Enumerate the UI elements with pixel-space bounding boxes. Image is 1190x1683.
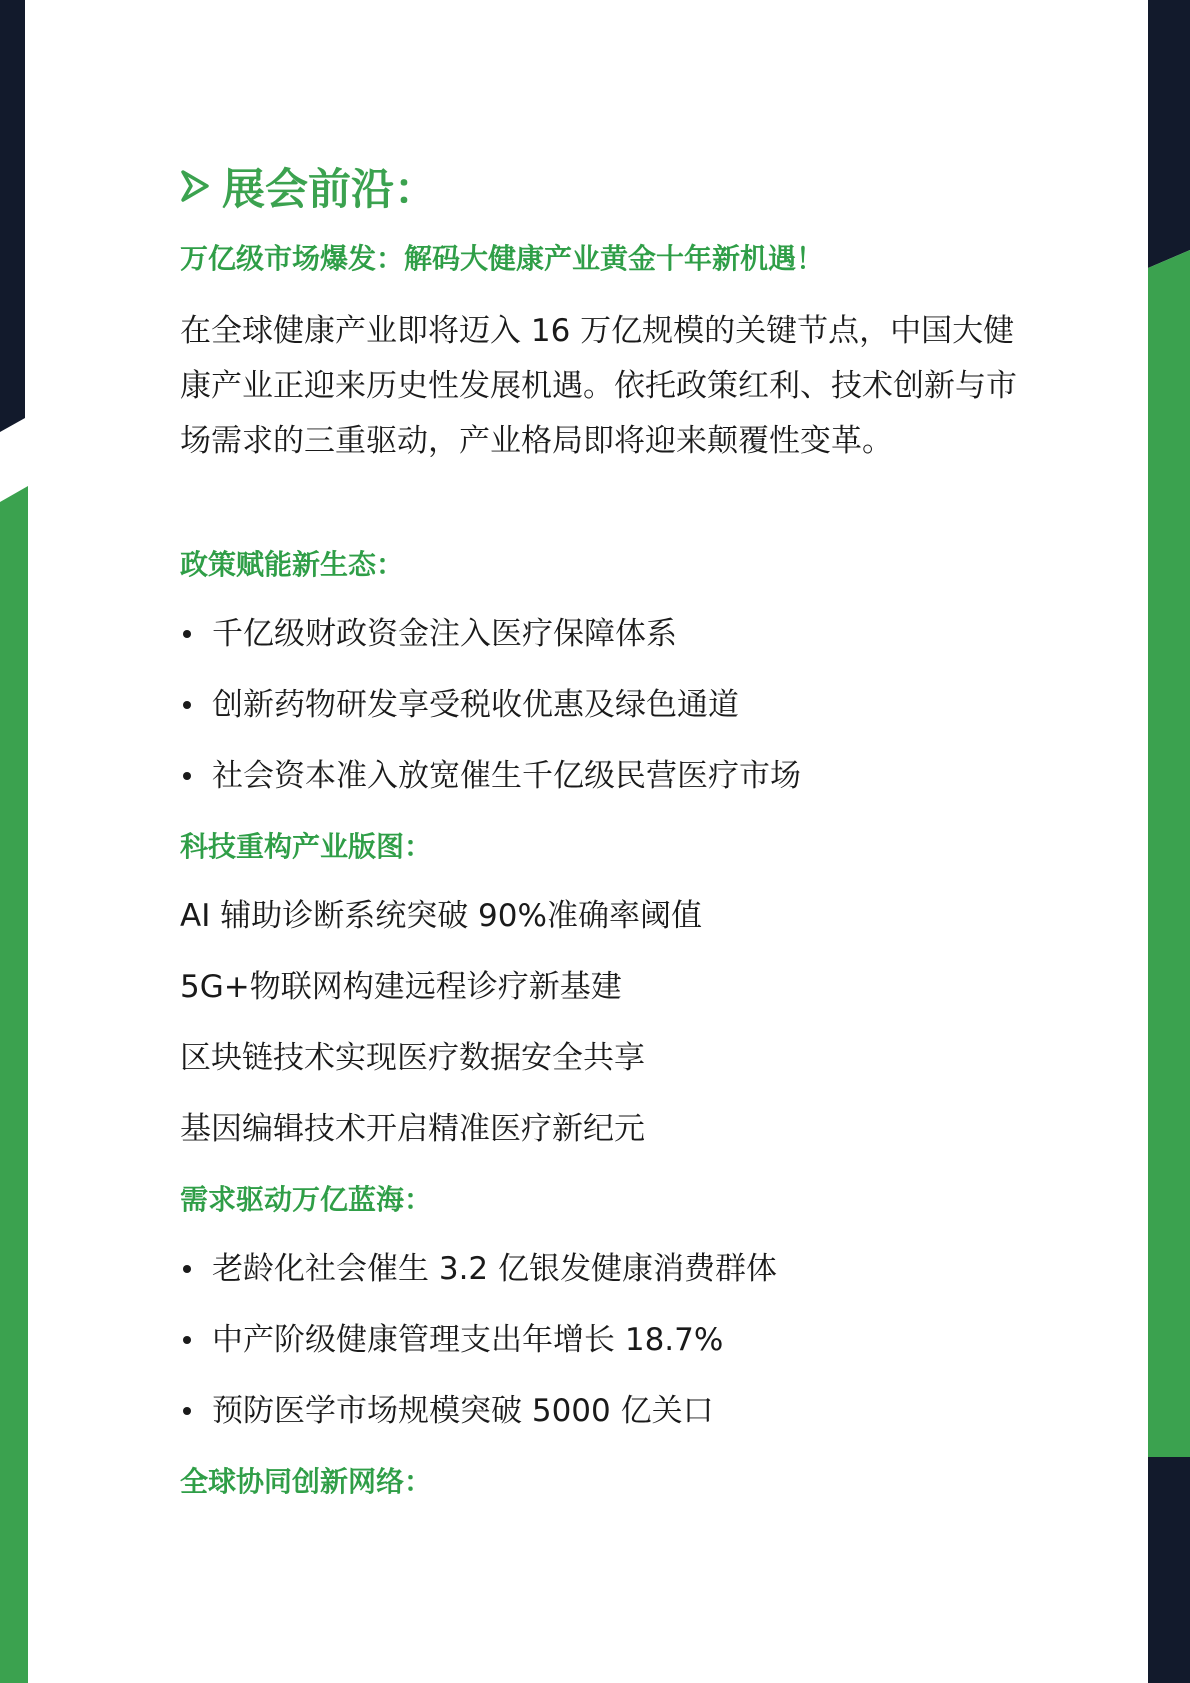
bullet-icon xyxy=(183,1407,191,1415)
list-item xyxy=(180,754,801,798)
global-heading: 全球协同创新网络： xyxy=(180,1465,433,1498)
policy-heading: 政策赋能新生态： xyxy=(180,548,405,581)
tech-line: 区块链技术实现医疗数据安全共享 xyxy=(180,1040,645,1076)
list-item-text: 预防医学市场规模突破 5000 亿关口 xyxy=(212,1393,714,1429)
bullet-icon xyxy=(183,630,191,638)
tech-line: 基因编辑技术开启精准医疗新纪元 xyxy=(180,1111,645,1147)
tech-line: 5G+物联网构建远程诊疗新基建 xyxy=(180,969,622,1005)
tech-line: AI 辅助诊断系统突破 90%准确率阈值 xyxy=(180,898,702,934)
bullet-icon xyxy=(183,1265,191,1273)
list-item xyxy=(180,1318,723,1362)
list-item-text: 老龄化社会催生 3.2 亿银发健康消费群体 xyxy=(212,1251,778,1287)
list-item-text: 社会资本准入放宽催生千亿级民营医疗市场 xyxy=(212,758,801,794)
tech-heading: 科技重构产业版图： xyxy=(180,830,433,863)
section-heading xyxy=(180,158,437,214)
bullet-icon xyxy=(183,1336,191,1344)
bullet-icon xyxy=(183,772,191,780)
demand-heading: 需求驱动万亿蓝海： xyxy=(180,1183,433,1216)
right-green-stripe xyxy=(1148,250,1190,1457)
list-item xyxy=(180,683,739,727)
list-item xyxy=(180,612,677,656)
intro-paragraph: 在全球健康产业即将迈入 16 万亿规模的关键节点，中国大健康产业正迎来历史性发展机遇。依托政策红利、技术创新与市场需求的三重驱动，产业格局即将迎来颠覆性变革。 xyxy=(180,313,1017,459)
headline: 万亿级市场爆发：解码大健康产业黄金十年新机遇！ xyxy=(180,242,825,275)
list-item xyxy=(180,1247,777,1291)
bullet-icon xyxy=(183,701,191,709)
arrow-right-outline-icon xyxy=(180,168,210,204)
list-item-text: 创新药物研发享受税收优惠及绿色通道 xyxy=(212,687,739,723)
list-item-text: 千亿级财政资金注入医疗保障体系 xyxy=(212,616,677,652)
right-navy-stripe-top xyxy=(1148,0,1190,268)
section-title: 展会前沿： xyxy=(222,164,437,215)
left-navy-stripe xyxy=(0,0,25,432)
right-navy-stripe-bottom xyxy=(1148,1457,1190,1683)
left-green-stripe xyxy=(0,486,28,1683)
list-item-text: 中产阶级健康管理支出年增长 18.7% xyxy=(212,1322,724,1358)
list-item xyxy=(180,1389,714,1433)
